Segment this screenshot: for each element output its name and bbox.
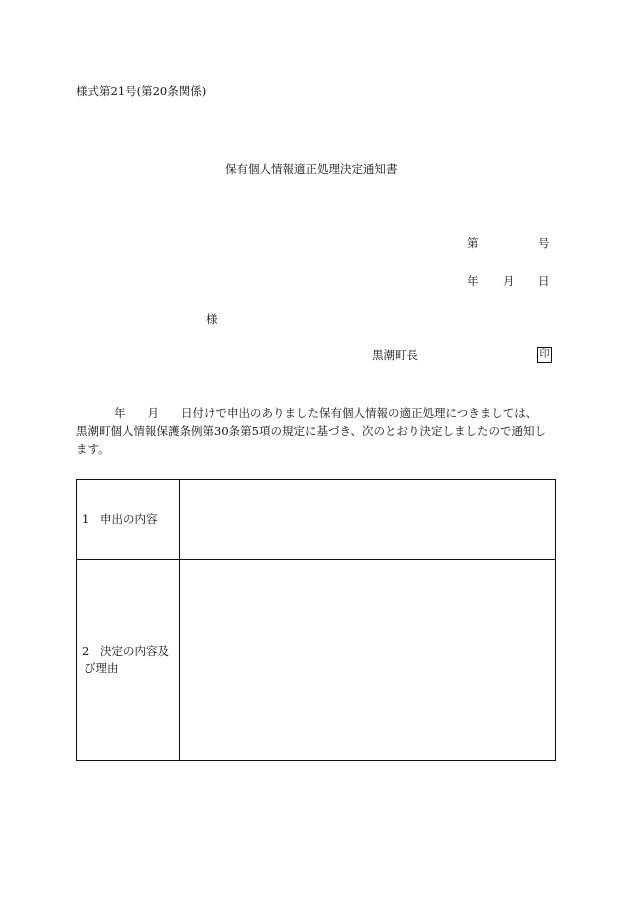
body-month: 月 <box>147 406 159 420</box>
row-label-request <box>77 480 180 560</box>
table-row <box>77 480 556 560</box>
issuer-title: 黒潮町長 <box>372 348 418 362</box>
seal-mark: 印 <box>537 347 552 363</box>
row-label-line-2: び理由 <box>84 661 119 675</box>
body-line-3: ます。 <box>76 442 110 456</box>
body-line-2: 黒潮町個人情報保護条例第30条第5項の規定に基づき、次のとおり決定しましたので通知し <box>76 424 546 438</box>
row-label-text: 決定の内容及 <box>100 644 169 658</box>
body-line-1-text: 日付けで申出のありました保有個人情報の適正処理につきましては、 <box>181 406 538 420</box>
row-number: 1 <box>82 512 90 526</box>
body-paragraph <box>76 404 558 458</box>
form-number: 様式第21号(第20条関係) <box>76 84 207 98</box>
doc-number-prefix: 第 <box>467 236 479 250</box>
row-number: 2 <box>82 644 90 658</box>
document-title: 保有個人情報適正処理決定通知書 <box>225 162 398 176</box>
doc-number-suffix: 号 <box>538 236 550 250</box>
date-day: 日 <box>538 274 550 288</box>
date-year: 年 <box>467 274 479 288</box>
addressee-suffix: 様 <box>206 312 218 326</box>
row-value-request <box>180 480 556 560</box>
row-label-decision <box>77 560 180 761</box>
table-row <box>77 560 556 761</box>
body-line-1 <box>76 404 558 422</box>
body-year: 年 <box>114 406 126 420</box>
row-label-line-1 <box>82 643 179 660</box>
row-value-decision <box>180 560 556 761</box>
row-label-text: 申出の内容 <box>100 512 158 526</box>
date-month: 月 <box>503 274 515 288</box>
details-table <box>76 479 556 761</box>
